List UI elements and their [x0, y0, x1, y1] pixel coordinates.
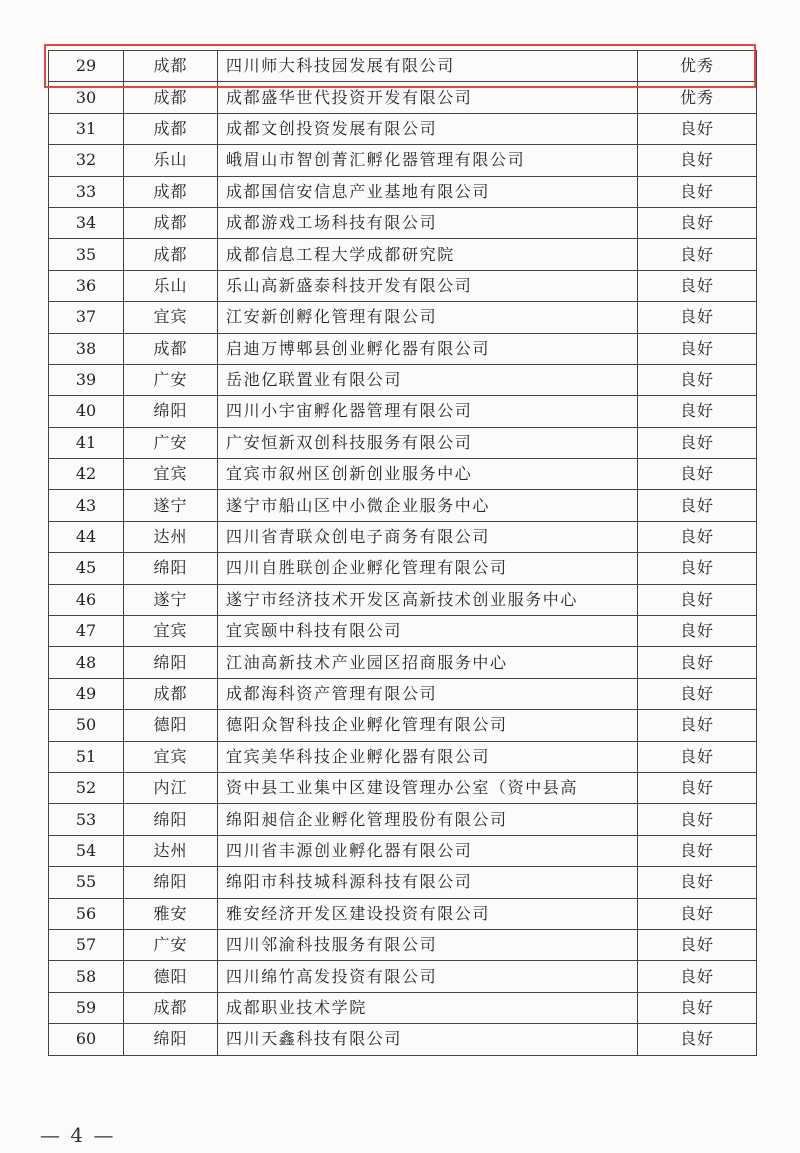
city-cell: 成都: [124, 51, 218, 82]
organization-name-cell: 四川邻渝科技服务有限公司: [218, 929, 638, 960]
grade-cell: 优秀: [638, 82, 757, 113]
organization-name-cell: 绵阳市科技城科源科技有限公司: [218, 867, 638, 898]
row-number-cell: 38: [49, 333, 124, 364]
organization-name-cell: 宜宾市叙州区创新创业服务中心: [218, 459, 638, 490]
table-row: [49, 239, 757, 270]
row-number-cell: 31: [49, 113, 124, 144]
table-row: [49, 835, 757, 866]
organization-name-cell: 启迪万博郫县创业孵化器有限公司: [218, 333, 638, 364]
row-number-cell: 46: [49, 584, 124, 615]
table-row: [49, 145, 757, 176]
table-row: [49, 207, 757, 238]
table-row: [49, 333, 757, 364]
grade-cell: 良好: [638, 898, 757, 929]
city-cell: 绵阳: [124, 647, 218, 678]
organization-name-cell: 四川省丰源创业孵化器有限公司: [218, 835, 638, 866]
city-cell: 成都: [124, 333, 218, 364]
organization-name-cell: 四川小宇宙孵化器管理有限公司: [218, 396, 638, 427]
organization-name-cell: 四川自胜联创企业孵化管理有限公司: [218, 553, 638, 584]
table-row: [49, 741, 757, 772]
table-row: [49, 553, 757, 584]
grade-cell: 良好: [638, 364, 757, 395]
grade-cell: 良好: [638, 867, 757, 898]
grade-cell: 良好: [638, 176, 757, 207]
organization-name-cell: 乐山高新盛泰科技开发有限公司: [218, 270, 638, 301]
row-number-cell: 43: [49, 490, 124, 521]
table-row: [49, 616, 757, 647]
grade-cell: 良好: [638, 427, 757, 458]
city-cell: 遂宁: [124, 584, 218, 615]
organization-name-cell: 资中县工业集中区建设管理办公室（资中县高: [218, 772, 638, 803]
organization-name-cell: 四川绵竹高发投资有限公司: [218, 961, 638, 992]
organization-name-cell: 成都文创投资发展有限公司: [218, 113, 638, 144]
row-number-cell: 59: [49, 992, 124, 1023]
city-cell: 成都: [124, 82, 218, 113]
row-number-cell: 51: [49, 741, 124, 772]
organization-name-cell: 绵阳昶信企业孵化管理股份有限公司: [218, 804, 638, 835]
grade-cell: 良好: [638, 1024, 757, 1055]
row-number-cell: 56: [49, 898, 124, 929]
organization-name-cell: 遂宁市船山区中小微企业服务中心: [218, 490, 638, 521]
row-number-cell: 44: [49, 521, 124, 552]
table-row: [49, 459, 757, 490]
row-number-cell: 40: [49, 396, 124, 427]
grade-cell: 良好: [638, 207, 757, 238]
row-number-cell: 50: [49, 710, 124, 741]
grade-cell: 良好: [638, 678, 757, 709]
table-row: [49, 678, 757, 709]
organization-name-cell: 四川师大科技园发展有限公司: [218, 51, 638, 82]
row-number-cell: 29: [49, 51, 124, 82]
city-cell: 宜宾: [124, 741, 218, 772]
table-row: [49, 647, 757, 678]
city-cell: 广安: [124, 364, 218, 395]
table-row: [49, 427, 757, 458]
row-number-cell: 47: [49, 616, 124, 647]
organization-name-cell: 成都盛华世代投资开发有限公司: [218, 82, 638, 113]
organization-name-cell: 宜宾颐中科技有限公司: [218, 616, 638, 647]
table-row: [49, 929, 757, 960]
table-row: [49, 302, 757, 333]
row-number-cell: 58: [49, 961, 124, 992]
row-number-cell: 45: [49, 553, 124, 584]
grade-cell: 良好: [638, 333, 757, 364]
organization-name-cell: 雅安经济开发区建设投资有限公司: [218, 898, 638, 929]
city-cell: 绵阳: [124, 396, 218, 427]
row-number-cell: 52: [49, 772, 124, 803]
grade-cell: 优秀: [638, 51, 757, 82]
table-row: [49, 772, 757, 803]
city-cell: 乐山: [124, 145, 218, 176]
city-cell: 成都: [124, 207, 218, 238]
grade-cell: 良好: [638, 835, 757, 866]
row-number-cell: 36: [49, 270, 124, 301]
table-row: [49, 270, 757, 301]
city-cell: 成都: [124, 239, 218, 270]
row-number-cell: 55: [49, 867, 124, 898]
page-number: — 4 —: [40, 1123, 116, 1147]
incubator-evaluation-table: [48, 50, 757, 1056]
row-number-cell: 34: [49, 207, 124, 238]
row-number-cell: 60: [49, 1024, 124, 1055]
table-row: [49, 898, 757, 929]
city-cell: 绵阳: [124, 804, 218, 835]
table-row: [49, 867, 757, 898]
city-cell: 宜宾: [124, 459, 218, 490]
grade-cell: 良好: [638, 992, 757, 1023]
row-number-cell: 48: [49, 647, 124, 678]
organization-name-cell: 四川天鑫科技有限公司: [218, 1024, 638, 1055]
row-number-cell: 30: [49, 82, 124, 113]
city-cell: 成都: [124, 113, 218, 144]
organization-name-cell: 成都信息工程大学成都研究院: [218, 239, 638, 270]
organization-name-cell: 成都海科资产管理有限公司: [218, 678, 638, 709]
city-cell: 德阳: [124, 961, 218, 992]
grade-cell: 良好: [638, 553, 757, 584]
city-cell: 绵阳: [124, 553, 218, 584]
city-cell: 德阳: [124, 710, 218, 741]
organization-name-cell: 成都国信安信息产业基地有限公司: [218, 176, 638, 207]
table-row: [49, 490, 757, 521]
organization-name-cell: 峨眉山市智创菁汇孵化器管理有限公司: [218, 145, 638, 176]
city-cell: 成都: [124, 678, 218, 709]
row-number-cell: 39: [49, 364, 124, 395]
grade-cell: 良好: [638, 804, 757, 835]
grade-cell: 良好: [638, 145, 757, 176]
organization-name-cell: 四川省青联众创电子商务有限公司: [218, 521, 638, 552]
row-number-cell: 33: [49, 176, 124, 207]
table-row: [49, 521, 757, 552]
grade-cell: 良好: [638, 741, 757, 772]
grade-cell: 良好: [638, 270, 757, 301]
city-cell: 雅安: [124, 898, 218, 929]
city-cell: 广安: [124, 929, 218, 960]
grade-cell: 良好: [638, 459, 757, 490]
row-number-cell: 41: [49, 427, 124, 458]
table-body: [49, 51, 757, 1056]
table-row: [49, 1024, 757, 1055]
grade-cell: 良好: [638, 929, 757, 960]
grade-cell: 良好: [638, 302, 757, 333]
grade-cell: 良好: [638, 521, 757, 552]
organization-name-cell: 江安新创孵化管理有限公司: [218, 302, 638, 333]
row-number-cell: 35: [49, 239, 124, 270]
city-cell: 广安: [124, 427, 218, 458]
table-row: [49, 113, 757, 144]
row-number-cell: 57: [49, 929, 124, 960]
row-number-cell: 53: [49, 804, 124, 835]
row-number-cell: 37: [49, 302, 124, 333]
city-cell: 成都: [124, 992, 218, 1023]
row-number-cell: 42: [49, 459, 124, 490]
table-row: [49, 82, 757, 113]
grade-cell: 良好: [638, 396, 757, 427]
grade-cell: 良好: [638, 961, 757, 992]
table-row: [49, 364, 757, 395]
table-row: [49, 961, 757, 992]
organization-name-cell: 广安恒新双创科技服务有限公司: [218, 427, 638, 458]
organization-name-cell: 岳池亿联置业有限公司: [218, 364, 638, 395]
table-row: [49, 51, 757, 82]
grade-cell: 良好: [638, 647, 757, 678]
city-cell: 乐山: [124, 270, 218, 301]
organization-name-cell: 江油高新技术产业园区招商服务中心: [218, 647, 638, 678]
grade-cell: 良好: [638, 616, 757, 647]
grade-cell: 良好: [638, 239, 757, 270]
table-row: [49, 396, 757, 427]
city-cell: 绵阳: [124, 867, 218, 898]
grade-cell: 良好: [638, 710, 757, 741]
city-cell: 内江: [124, 772, 218, 803]
city-cell: 绵阳: [124, 1024, 218, 1055]
organization-name-cell: 成都职业技术学院: [218, 992, 638, 1023]
table-row: [49, 584, 757, 615]
table-row: [49, 710, 757, 741]
city-cell: 宜宾: [124, 302, 218, 333]
organization-name-cell: 遂宁市经济技术开发区高新技术创业服务中心: [218, 584, 638, 615]
grade-cell: 良好: [638, 113, 757, 144]
organization-name-cell: 德阳众智科技企业孵化管理有限公司: [218, 710, 638, 741]
grade-cell: 良好: [638, 490, 757, 521]
city-cell: 达州: [124, 835, 218, 866]
grade-cell: 良好: [638, 772, 757, 803]
organization-name-cell: 宜宾美华科技企业孵化器有限公司: [218, 741, 638, 772]
organization-name-cell: 成都游戏工场科技有限公司: [218, 207, 638, 238]
city-cell: 达州: [124, 521, 218, 552]
row-number-cell: 32: [49, 145, 124, 176]
city-cell: 遂宁: [124, 490, 218, 521]
grade-cell: 良好: [638, 584, 757, 615]
table-row: [49, 804, 757, 835]
table-row: [49, 176, 757, 207]
city-cell: 成都: [124, 176, 218, 207]
row-number-cell: 54: [49, 835, 124, 866]
row-number-cell: 49: [49, 678, 124, 709]
table-row: [49, 992, 757, 1023]
city-cell: 宜宾: [124, 616, 218, 647]
